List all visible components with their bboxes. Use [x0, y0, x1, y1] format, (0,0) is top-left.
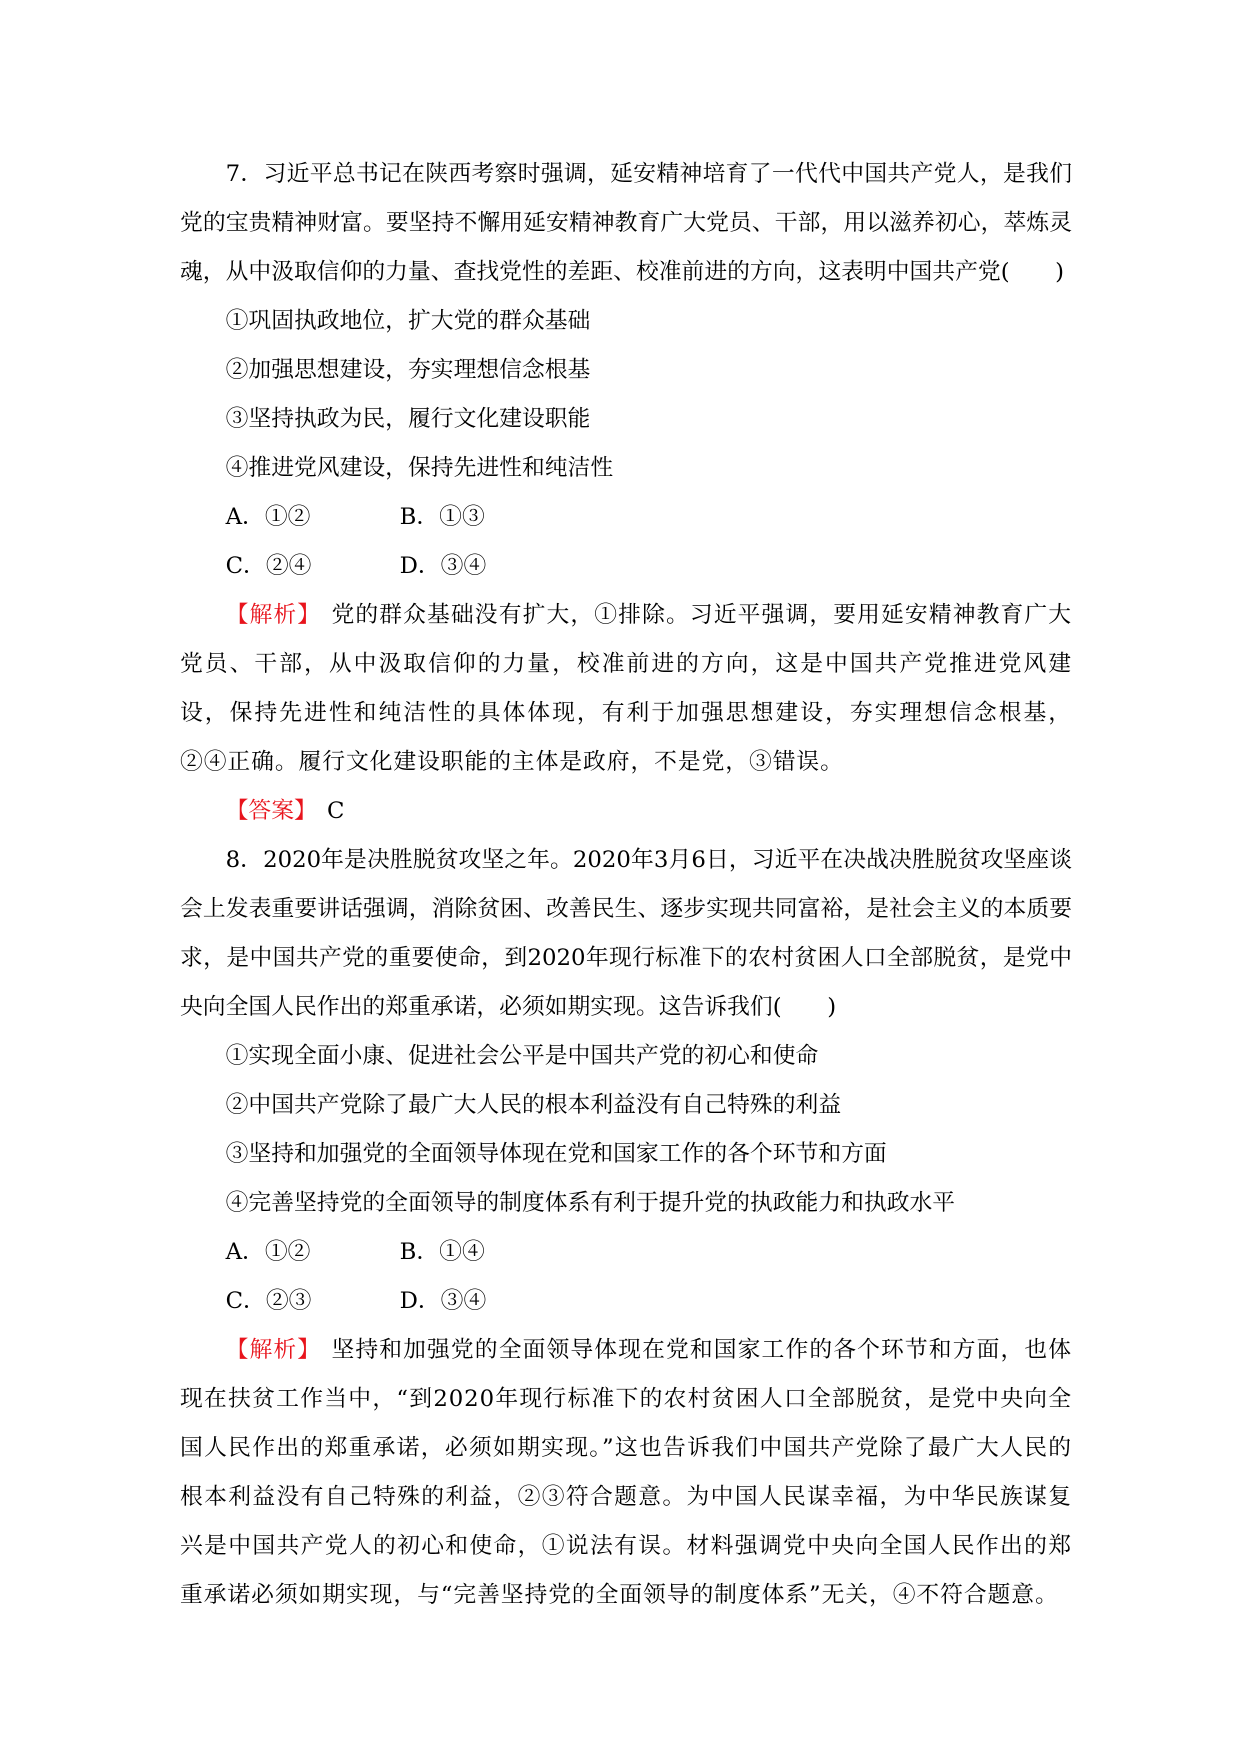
- analysis-text: 坚持和加强党的全面领导体现在党和国家工作的各个环节和方面，也体现在扶贫工作当中，“到2020年现行标准下的农村贫困人口全部脱贫，是党中央向全国人民作出的郑重承诺，必须如期实现。”这也告诉我们中国共产党除了最广大人民的根本利益没有自己特殊的利益，②③符合题意。为中国人民谋幸福，为中华民族谋复兴是中国共产党人的初心和使命，①说法有误。材料强调党中央向全国人民作出的郑重承诺必须如期实现，与“完善坚持党的全面领导的制度体系”无关，④不符合题意。: [180, 1337, 1072, 1608]
- analysis-label: 【解析】: [225, 1337, 322, 1363]
- statement-item: ②加强思想建设，夯实理想信念根基: [225, 357, 591, 383]
- question-stem: 8．2020年是决胜脱贫攻坚之年。2020年3月6日，习近平在决战决胜脱贫攻坚座谈会上发表重要讲话强调，消除贫困、改善民生、逐步实现共同富裕，是社会主义的本质要求，是中国共产党的重要使命，到2020年现行标准下的农村贫困人口全部脱贫，是党中央向全国人民作出的郑重承诺，必须如期实现。这告诉我们( ): [180, 847, 1072, 1020]
- document-page: [180, 150, 1072, 1620]
- analysis-label: 【解析】: [225, 602, 322, 628]
- choice-a: A．①②: [225, 504, 311, 530]
- choice-c: C．②④: [225, 553, 312, 579]
- answer-text: C: [327, 798, 345, 824]
- choice-a: A．①②: [225, 1239, 311, 1265]
- analysis-paragraph: [180, 591, 1072, 787]
- statement-item: ④推进党风建设，保持先进性和纯洁性: [225, 455, 614, 481]
- statement-item: ①巩固执政地位，扩大党的群众基础: [225, 308, 591, 334]
- statement-item: ③坚持和加强党的全面领导体现在党和国家工作的各个环节和方面: [225, 1141, 887, 1167]
- question-stem: 7．习近平总书记在陕西考察时强调，延安精神培育了一代代中国共产党人，是我们党的宝贵精神财富。要坚持不懈用延安精神教育广大党员、干部，用以滋养初心，萃炼灵魂，从中汲取信仰的力量、查找党性的差距、校准前进的方向，这表明中国共产党( ): [180, 161, 1072, 285]
- statement-item: ③坚持执政为民，履行文化建设职能: [225, 406, 591, 432]
- choice-row: [180, 542, 1072, 591]
- choice-b: B．①④: [399, 1239, 485, 1265]
- answer-label: 【答案】: [225, 798, 317, 824]
- choice-c: C．②③: [225, 1288, 312, 1314]
- choice-row: [180, 1228, 1072, 1277]
- question-8: [180, 836, 1072, 1620]
- answer-paragraph: [180, 787, 1072, 836]
- choice-d: D．③④: [399, 1288, 487, 1314]
- choice-row: [180, 493, 1072, 542]
- analysis-paragraph: [180, 1326, 1072, 1620]
- choice-d: D．③④: [399, 553, 487, 579]
- question-7: [180, 150, 1072, 836]
- choice-row: [180, 1277, 1072, 1326]
- choice-b: B．①③: [399, 504, 485, 530]
- statement-item: ④完善坚持党的全面领导的制度体系有利于提升党的执政能力和执政水平: [225, 1190, 956, 1216]
- statement-item: ②中国共产党除了最广大人民的根本利益没有自己特殊的利益: [225, 1092, 842, 1118]
- analysis-text: 党的群众基础没有扩大，①排除。习近平强调，要用延安精神教育广大党员、干部，从中汲取信仰的力量，校准前进的方向，这是中国共产党推进党风建设，保持先进性和纯洁性的具体体现，有利于加强思想建设，夯实理想信念根基，②④正确。履行文化建设职能的主体是政府，不是党，③错误。: [180, 602, 1072, 775]
- statement-item: ①实现全面小康、促进社会公平是中国共产党的初心和使命: [225, 1043, 819, 1069]
